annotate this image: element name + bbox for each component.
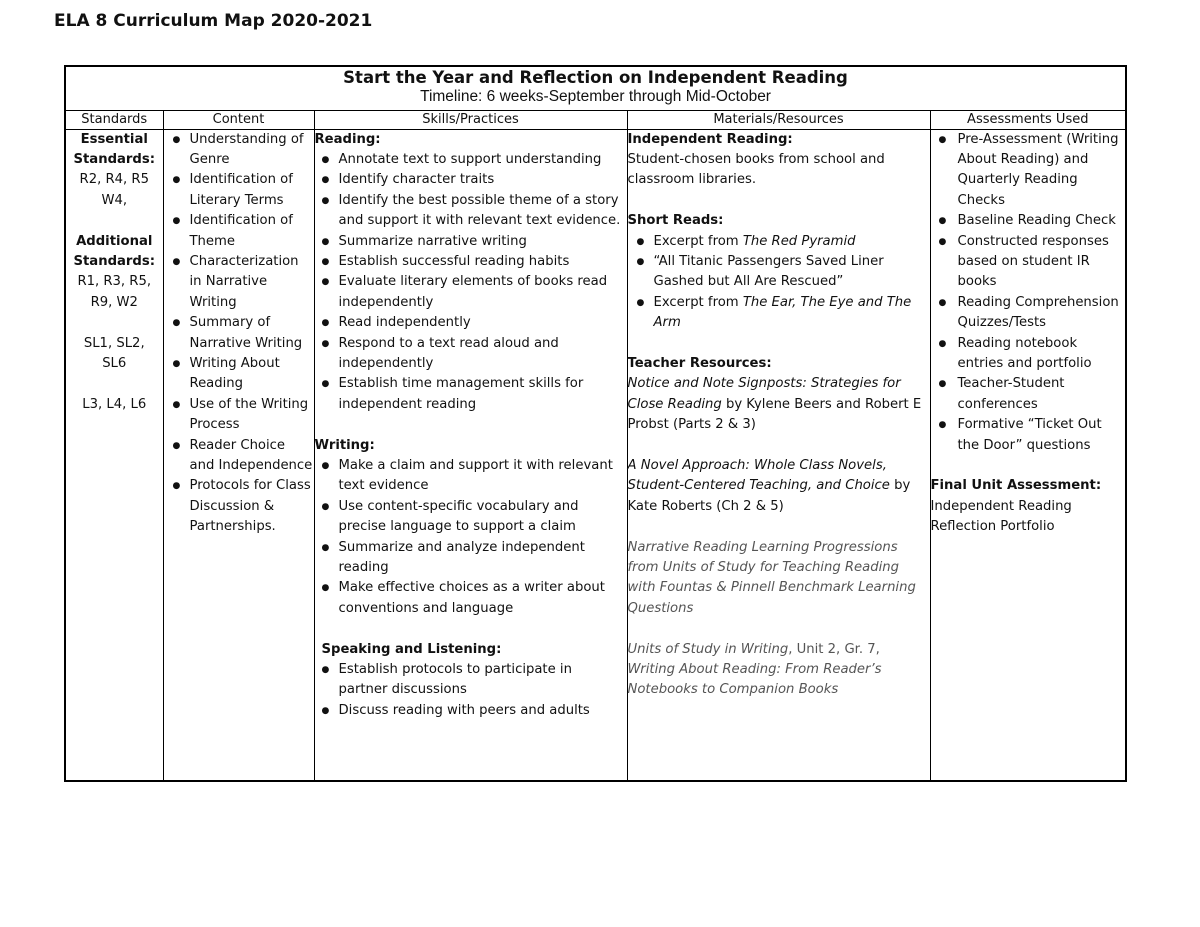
additional-standards-label: Additional Standards:	[73, 233, 155, 269]
skill-item: ● Discuss reading with peers and adults	[313, 701, 621, 721]
reading-skills-list	[313, 150, 621, 415]
unit-timeline: Timeline: 6 weeks-September through Mid-October	[420, 88, 771, 105]
content-item: ● Characterization in Narrative Writing	[164, 252, 314, 313]
assessment-item: ● Reading Comprehension Quizzes/Tests	[931, 293, 1126, 334]
content-item: ● Understanding of Genre	[164, 130, 314, 171]
skill-item: ● Establish successful reading habits	[313, 252, 621, 272]
skill-item: ● Evaluate literary elements of books read independently	[313, 272, 621, 313]
skill-item: ● Identify the best possible theme of a story and support it with relevant text evidence.	[313, 191, 621, 232]
column-header-row	[65, 110, 1126, 129]
skill-item: ● Establish time management skills for independent reading	[313, 374, 621, 415]
skill-item: ● Read independently	[313, 313, 621, 333]
skill-item: ● Identify character traits	[313, 170, 621, 190]
curriculum-map-table	[64, 65, 1127, 782]
unit-banner	[65, 66, 1126, 110]
column-header-assessments: Assessments Used	[930, 110, 1126, 129]
teacher-resources-heading: Teacher Resources:	[627, 355, 772, 371]
language-standards: L3, L4, L6	[82, 396, 147, 412]
skill-item: ● Annotate text to support understanding	[313, 150, 621, 170]
essential-standards-line-2: W4,	[101, 192, 128, 208]
speaking-heading: Speaking and Listening:	[321, 641, 502, 657]
skill-item: ● Respond to a text read aloud and independently	[313, 334, 621, 375]
short-reads-list	[628, 232, 924, 334]
content-item: ● Writing About Reading	[164, 354, 314, 395]
materials-cell	[627, 129, 930, 781]
skill-item: ● Use content-specific vocabulary and precise language to support a claim	[313, 497, 621, 538]
skill-item: ● Make effective choices as a writer about conventions and language	[313, 578, 621, 619]
teacher-resource-1: Notice and Note Signposts: Strategies for Close Reading by Kylene Beers and Robert E Probst (Parts 2 & 3)	[627, 376, 922, 433]
independent-reading-text: Student-chosen books from school and classroom libraries.	[627, 151, 885, 188]
column-header-materials: Materials/Resources	[627, 110, 930, 129]
short-read-item: ● Excerpt from The Ear, The Eye and The Arm	[628, 293, 924, 334]
short-read-item: ● Excerpt from The Red Pyramid	[628, 232, 924, 252]
independent-reading-heading: Independent Reading:	[627, 131, 793, 147]
unit-title: Start the Year and Reflection on Independent Reading	[343, 68, 848, 87]
content-item: ● Protocols for Class Discussion & Partnerships.	[164, 476, 314, 537]
skill-item: ● Make a claim and support it with relevant text evidence	[313, 456, 621, 497]
document-title: ELA 8 Curriculum Map 2020-2021	[54, 11, 373, 31]
standards-cell	[65, 129, 163, 781]
short-read-item: ● “All Titanic Passengers Saved Liner Gashed but All Are Rescued”	[628, 252, 924, 293]
skill-item: ● Summarize and analyze independent reading	[313, 538, 621, 579]
column-header-content: Content	[163, 110, 314, 129]
additional-standards-line-2: R9, W2	[90, 294, 138, 310]
speaking-standards-line-1: SL1, SL2,	[83, 335, 145, 351]
content-item: ● Identification of Literary Terms	[164, 170, 314, 211]
reading-heading: Reading:	[314, 131, 381, 147]
assessments-cell	[930, 129, 1126, 781]
speaking-skills-list	[313, 660, 621, 721]
content-item: ● Summary of Narrative Writing	[164, 313, 314, 354]
essential-standards-label: Essential Standards:	[73, 131, 155, 167]
essential-standards-line-1: R2, R4, R5	[79, 172, 149, 188]
short-reads-heading: Short Reads:	[627, 213, 724, 229]
assessments-list	[931, 130, 1126, 457]
assessment-item: ● Pre-Assessment (Writing About Reading) and Quarterly Reading Checks	[931, 130, 1126, 212]
column-header-skills: Skills/Practices	[314, 110, 627, 129]
teacher-resource-2: A Novel Approach: Whole Class Novels, Student-Centered Teaching, and Choice by Kate Roberts (Ch 2 & 5)	[627, 457, 911, 514]
writing-skills-list	[313, 456, 621, 619]
final-assessment-text: Independent Reading Reflection Portfolio	[930, 498, 1072, 535]
assessment-item: ● Teacher-Student conferences	[931, 374, 1126, 415]
additional-standards-line-1: R1, R3, R5,	[77, 274, 152, 290]
content-cell	[163, 129, 314, 781]
assessment-item: ● Formative “Ticket Out the Door” questions	[931, 415, 1126, 456]
content-item: ● Identification of Theme	[164, 211, 314, 252]
skills-cell	[314, 129, 627, 781]
content-list	[164, 130, 314, 538]
speaking-standards-line-2: SL6	[102, 355, 127, 371]
assessment-item: ● Reading notebook entries and portfolio	[931, 334, 1126, 375]
teacher-resource-4: Units of Study in Writing, Unit 2, Gr. 7, Writing About Reading: From Reader’s Notebooks to Companion Books	[627, 641, 882, 698]
teacher-resource-3: Narrative Reading Learning Progressions from Units of Study for Teaching Reading with Fountas & Pinnell Benchmark Learning Questions	[627, 539, 916, 616]
assessment-item: ● Baseline Reading Check	[931, 211, 1126, 231]
final-assessment-heading: Final Unit Assessment:	[930, 478, 1102, 494]
assessment-item: ● Constructed responses based on student IR books	[931, 232, 1126, 293]
content-item: ● Use of the Writing Process	[164, 395, 314, 436]
writing-heading: Writing:	[314, 437, 375, 453]
content-item: ● Reader Choice and Independence	[164, 436, 314, 477]
skill-item: ● Establish protocols to participate in partner discussions	[313, 660, 621, 701]
column-header-standards: Standards	[65, 110, 163, 129]
skill-item: ● Summarize narrative writing	[313, 232, 621, 252]
